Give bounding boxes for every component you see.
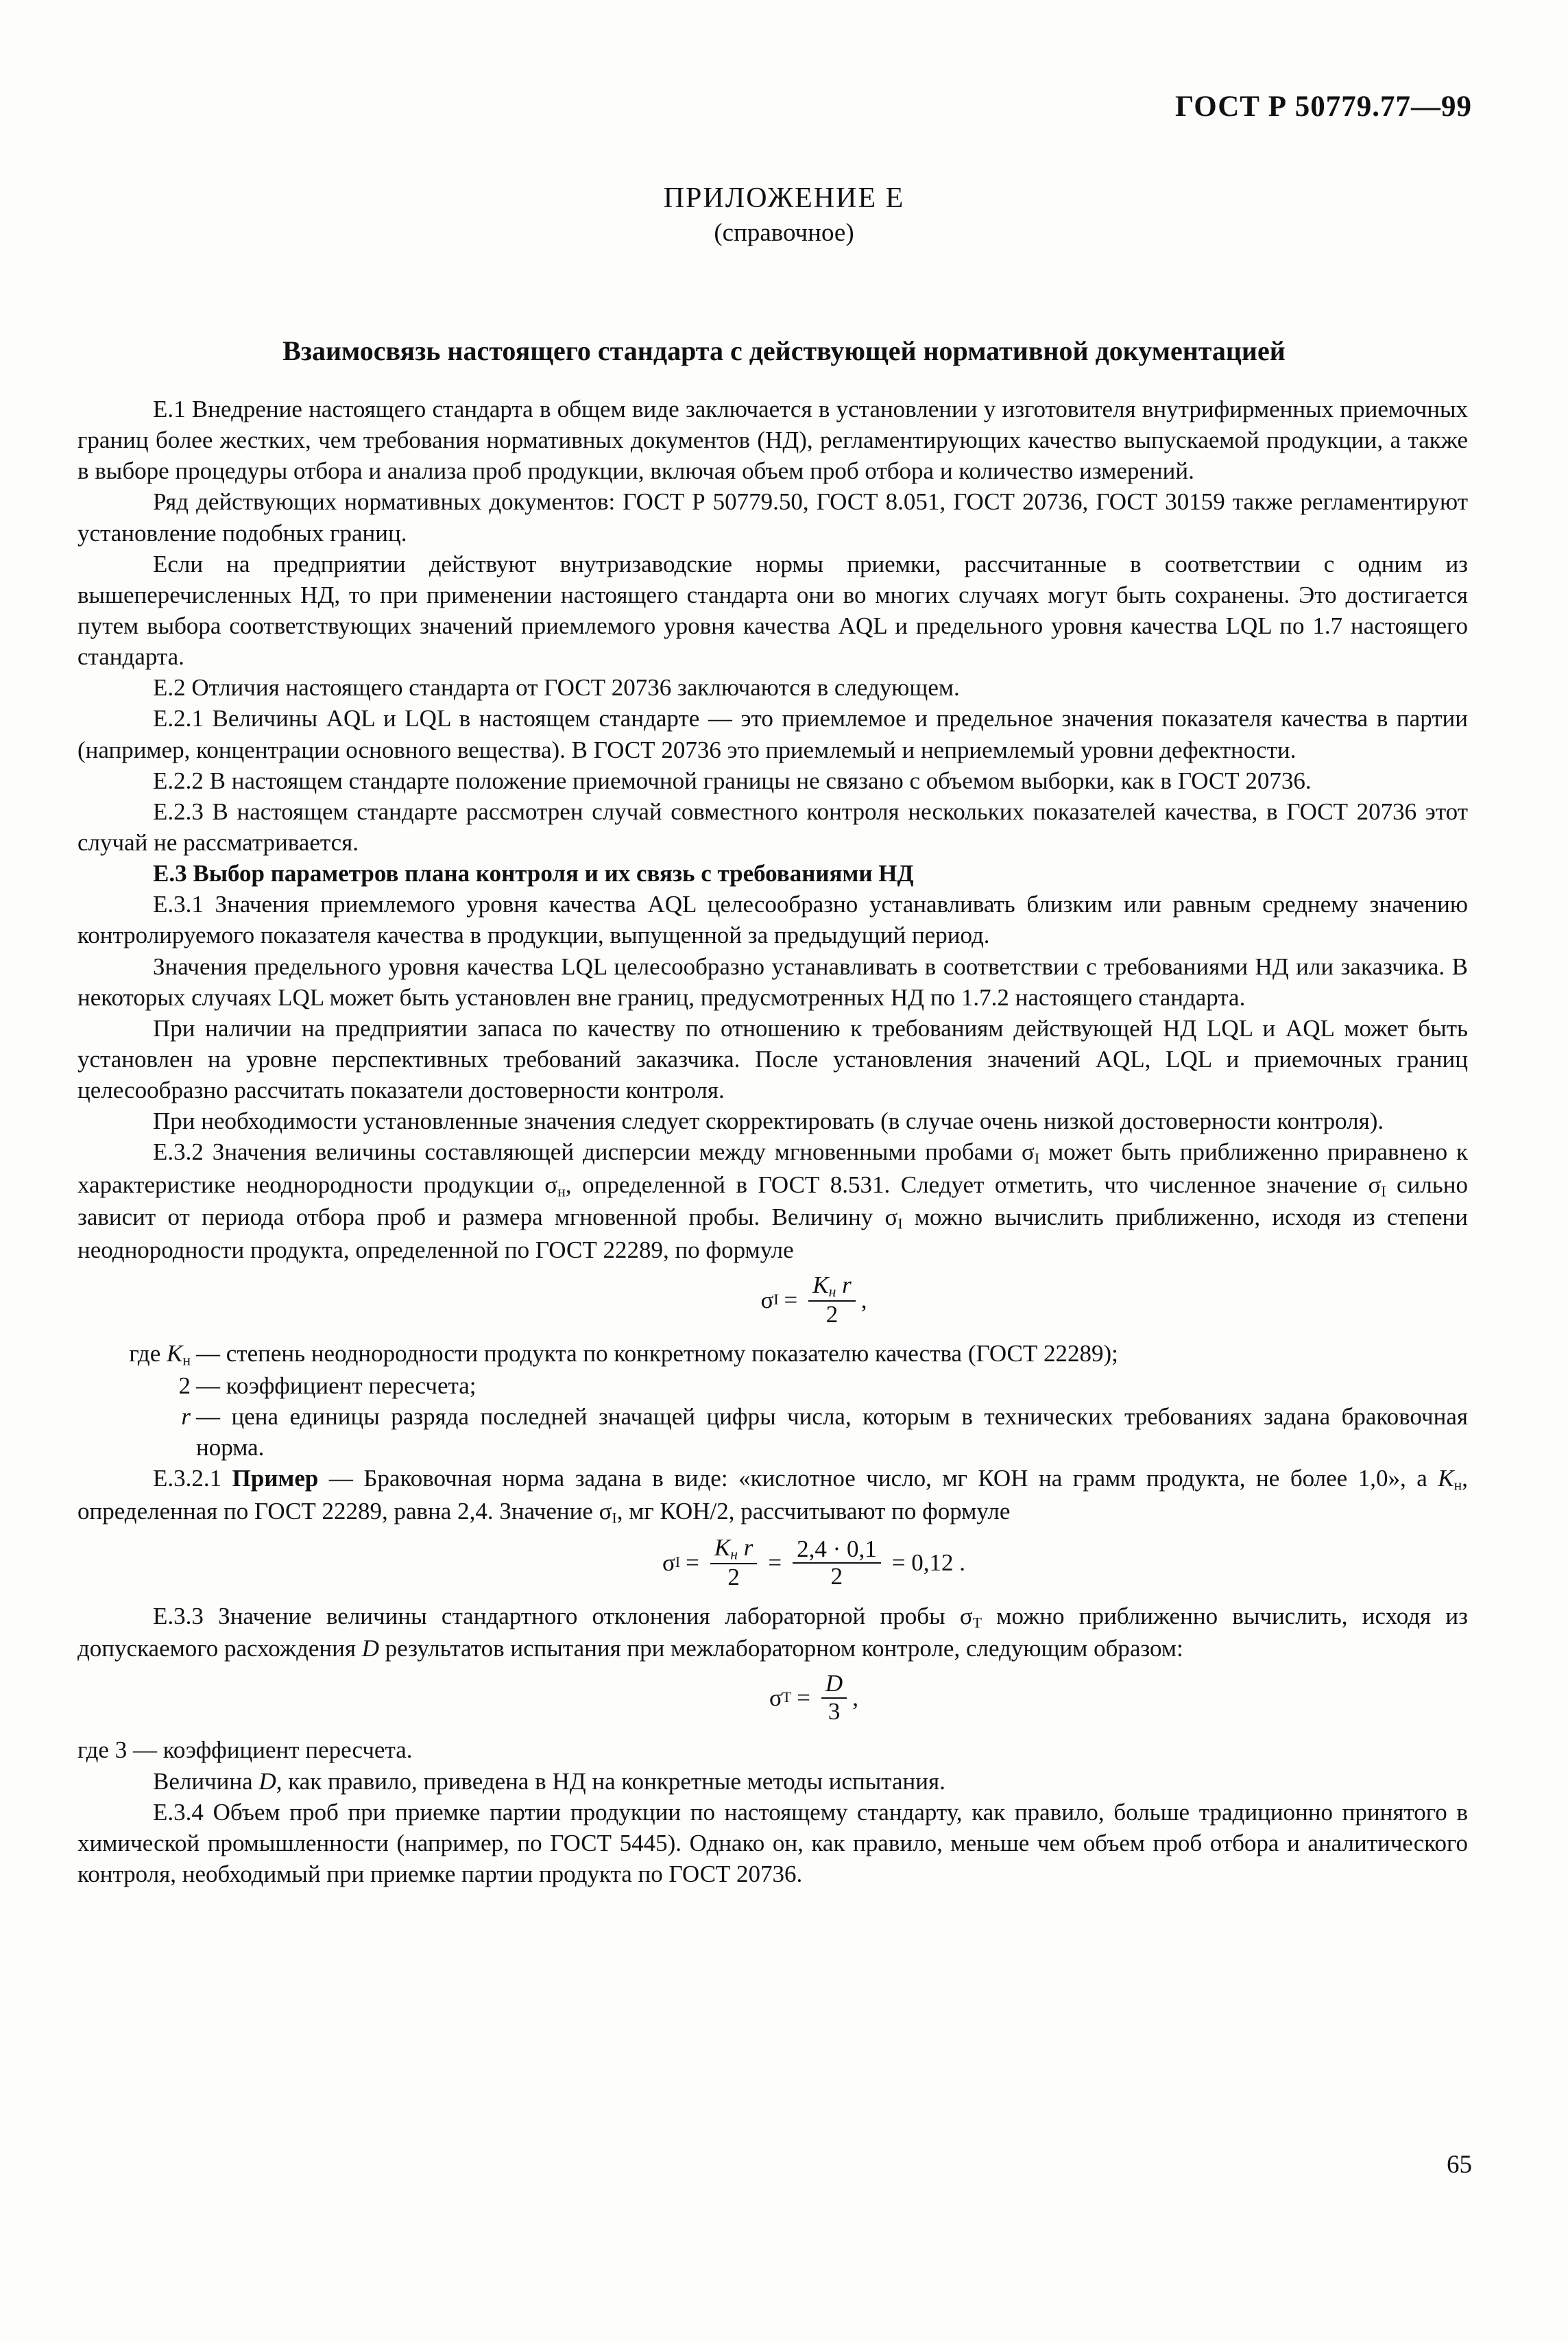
e32-sub-4: I xyxy=(897,1215,903,1232)
formula1-denominator: 2 xyxy=(825,1301,839,1328)
e321-example-word: Пример xyxy=(232,1465,319,1492)
formula-legend xyxy=(77,1338,1468,1463)
legend-key-2: 2 xyxy=(178,1372,191,1399)
paragraph-where-3: где 3 — коэффициент пересчета. xyxy=(77,1736,413,1764)
formula3-denominator: 3 xyxy=(828,1697,841,1725)
paragraph-internal-norms: Если на предприятии действуют внутризаводские нормы приемки, рассчитанные в соответствии с одним из вышеперечисленных НД, то при применении настоящего стандарта они во многих случаях могут быть сохранены. Это достигается путем выбора соответствующих значений приемлемого уровня качества AQL и предельного уровня качества LQL по 1.7 настоящего стандарта. xyxy=(77,550,1468,671)
e32-sub-1: I xyxy=(1034,1150,1040,1167)
formula2-numerator-1 xyxy=(710,1535,758,1564)
e321-k-symbol: K xyxy=(1438,1465,1454,1492)
e321-part-a: — Браковочная норма задана в виде: «кислотное число, мг КОН на грамм продукта, не более 1,0», а xyxy=(318,1465,1438,1492)
formula2-lhs-sub: I xyxy=(675,1554,681,1571)
appendix-title-block xyxy=(0,180,1568,250)
legend-k-symbol: K xyxy=(167,1339,183,1367)
paragraph-normative-docs: Ряд действующих нормативных документов: ГОСТ Р 50779.50, ГОСТ 8.051, ГОСТ 20736, ГОСТ 30159 также регламентируют установление подобных границ. xyxy=(77,488,1468,547)
paragraph-e3-2-1 xyxy=(77,1463,1468,1528)
formula2-equals-1: = xyxy=(686,1549,699,1577)
e32-part-e: можно вычислить приближенно, исходя из степени неоднородности продукта, определенной по ГОСТ 22289, по формуле xyxy=(77,1204,1468,1263)
formula3-equals: = xyxy=(797,1684,810,1712)
paragraph-e2: Е.2 Отличия настоящего стандарта от ГОСТ 20736 заключаются в следующем. xyxy=(153,674,960,702)
appendix-subtitle: (справочное) xyxy=(714,219,854,248)
legend-k-sub: н xyxy=(182,1351,191,1368)
formula2-fraction-2 xyxy=(793,1536,881,1590)
paragraph-e2-1: Е.2.1 Величины AQL и LQL в настоящем стандарте — это приемлемое и предельное значения показателя качества в партии (например, концентрации основного вещества). В ГОСТ 20736 это приемлемый и неприемлемый уровни дефектности. xyxy=(77,705,1468,763)
paragraph-e3-3 xyxy=(77,1601,1468,1664)
formula3-numerator: D xyxy=(821,1671,847,1699)
formula3-fraction xyxy=(821,1671,847,1725)
legend-desc-2: — коэффициент пересчета; xyxy=(196,1372,477,1399)
formula1-lhs-sub: I xyxy=(773,1291,779,1308)
e321-part-b: , определенная по ГОСТ 22289, равна 2,4. Значение σ xyxy=(77,1465,1468,1525)
legend-desc-r: — цена единицы разряда последней значащей цифры числа, которым в технических требованиях задана браковочная норма. xyxy=(196,1403,1468,1461)
paragraph-e2-3: Е.2.3 В настоящем стандарте рассмотрен случай совместного контроля нескольких показателей качества, в ГОСТ 20736 этот случай не рассматривается. xyxy=(77,798,1468,856)
e321-label: Е.3.2.1 xyxy=(153,1465,232,1492)
value-d-part-a: Величина xyxy=(153,1767,259,1795)
formula2-numerator-2: 2,4 · 0,1 xyxy=(793,1536,881,1564)
e33-sigma-sub: T xyxy=(972,1614,982,1632)
legend-key-r xyxy=(77,1401,191,1463)
formula1-equals: = xyxy=(784,1287,798,1314)
paragraph-e3-1: Е.3.1 Значения приемлемого уровня качества AQL целесообразно устанавливать близким или равным среднему значению контролируемого показателя качества в продукции, выпущенной за предыдущий период. xyxy=(77,891,1468,949)
appendix-title: ПРИЛОЖЕНИЕ Е xyxy=(663,182,905,214)
e321-part-c: , мг КОН/2, рассчитывают по формуле xyxy=(616,1497,1011,1525)
e32-part-a: Е.3.2 Значения величины составляющей дисперсии между мгновенными пробами σ xyxy=(153,1138,1035,1166)
e33-part-b: можно приближенно вычислить, исходя из допускаемого расхождения xyxy=(77,1602,1468,1662)
formula1-num-k: K xyxy=(812,1271,829,1298)
section-heading: Взаимосвязь настоящего стандарта с действующей нормативной документацией xyxy=(282,335,1286,366)
paragraph-e1: Е.1 Внедрение настоящего стандарта в общем виде заключается в установлении у изготовителя внутрифирменных приемочных границ более жестких, чем требования нормативных документов (НД), регламентирующих качество выпускаемой продукции, а также в выборе процедуры отбора и анализа проб продукции, включая объем проб отбора и количество измерений. xyxy=(77,396,1468,485)
e32-sub-2: н xyxy=(557,1183,566,1200)
legend-r-symbol: r xyxy=(181,1403,191,1431)
e32-part-b: может быть приближенно приравнено к характеристике неоднородности продукции σ xyxy=(77,1138,1468,1198)
formula3-tail: , xyxy=(852,1684,858,1712)
e32-sub-3: I xyxy=(1381,1183,1386,1200)
e33-part-c: результатов испытания при межлабораторном контроле, следующим образом: xyxy=(379,1635,1183,1662)
formula-sigma-i-example xyxy=(160,1535,1468,1591)
formula2-equals-2: = xyxy=(768,1549,782,1577)
paragraph-e2-2: Е.2.2 В настоящем стандарте положение приемочной границы не связано с объемом выборки, как в ГОСТ 20736. xyxy=(153,767,1312,794)
legend-key-k xyxy=(77,1338,191,1370)
formula-sigma-i xyxy=(160,1272,1468,1328)
e32-part-d: сильно зависит от периода отбора проб и размера мгновенной пробы. Величину σ xyxy=(77,1171,1468,1231)
paragraph-lql: Значения предельного уровня качества LQL целесообразно устанавливать в соответствии с требованиями НД или заказчика. В некоторых случаях LQL может быть установлен вне границ, предусмотренных НД по 1.7.2 настоящего стандарта. xyxy=(77,953,1468,1011)
paragraph-e3-4: Е.3.4 Объем проб при приемке партии продукции по настоящему стандарту, как правило, больше традиционно принятого в химической промышленности (например, по ГОСТ 5445). Однако он, как правило, меньше чем объем проб отбора и аналитического контроля, необходимый при приемке партии продукта по ГОСТ 20736. xyxy=(77,1798,1468,1888)
paragraph-e3-heading xyxy=(77,858,1468,889)
formula1-numerator xyxy=(808,1272,856,1302)
legend-desc-k: — степень неоднородности продукта по конкретному показателю качества (ГОСТ 22289); xyxy=(196,1339,1118,1367)
formula1-fraction xyxy=(808,1272,856,1328)
formula1-num-r: r xyxy=(836,1271,852,1298)
e33-d-symbol: D xyxy=(361,1635,380,1662)
legend-where-label: где xyxy=(129,1339,161,1367)
paragraph-value-d xyxy=(77,1766,1468,1797)
formula2-num-k: K xyxy=(714,1534,731,1562)
formula3-lhs-sub: T xyxy=(782,1688,792,1706)
document-body xyxy=(77,394,1468,1889)
formula1-lhs: σ xyxy=(760,1287,774,1314)
formula-sigma-t xyxy=(160,1671,1468,1725)
e3-heading-text: Е.3 Выбор параметров плана контроля и их связь с требованиями НД xyxy=(153,860,914,887)
formula2-denominator-2: 2 xyxy=(830,1563,843,1590)
value-d-part-b: , как правило, приведена в НД на конкретные методы испытания. xyxy=(276,1767,945,1795)
document-code: ГОСТ Р 50779.77—99 xyxy=(1174,91,1472,123)
formula2-result: = 0,12 . xyxy=(891,1549,965,1577)
e32-part-c: , определенной в ГОСТ 8.531. Следует отметить, что численное значение σ xyxy=(565,1171,1382,1198)
formula2-num-r: r xyxy=(737,1534,753,1562)
e321-k-sub: н xyxy=(1454,1477,1462,1494)
e33-part-a: Е.3.3 Значение величины стандартного отклонения лабораторной пробы σ xyxy=(153,1602,973,1629)
formula2-lhs: σ xyxy=(662,1549,675,1577)
paragraph-e3-2 xyxy=(77,1136,1468,1265)
formula1-tail: , xyxy=(860,1287,867,1314)
formula3-lhs: σ xyxy=(769,1684,782,1712)
e321-sigma-sub: I xyxy=(612,1509,617,1527)
formula2-num-sub: н xyxy=(730,1546,738,1563)
formula2-fraction-1 xyxy=(710,1535,758,1591)
page-number: 65 xyxy=(1447,2151,1472,2179)
formula2-denominator-1: 2 xyxy=(727,1564,740,1591)
formula1-num-sub: н xyxy=(828,1283,836,1300)
paragraph-correction: При необходимости установленные значения следует скорректировать (в случае очень низкой достоверности контроля). xyxy=(153,1108,1384,1135)
paragraph-quality-reserve: При наличии на предприятии запаса по качеству по отношению к требованиям действующей НД LQL и AQL может быть установлен на уровне перспективных требований заказчика. После установления значений AQL, LQL и приемочных границ целесообразно рассчитать показатели достоверности контроля. xyxy=(77,1014,1468,1104)
value-d-symbol: D xyxy=(258,1767,276,1795)
